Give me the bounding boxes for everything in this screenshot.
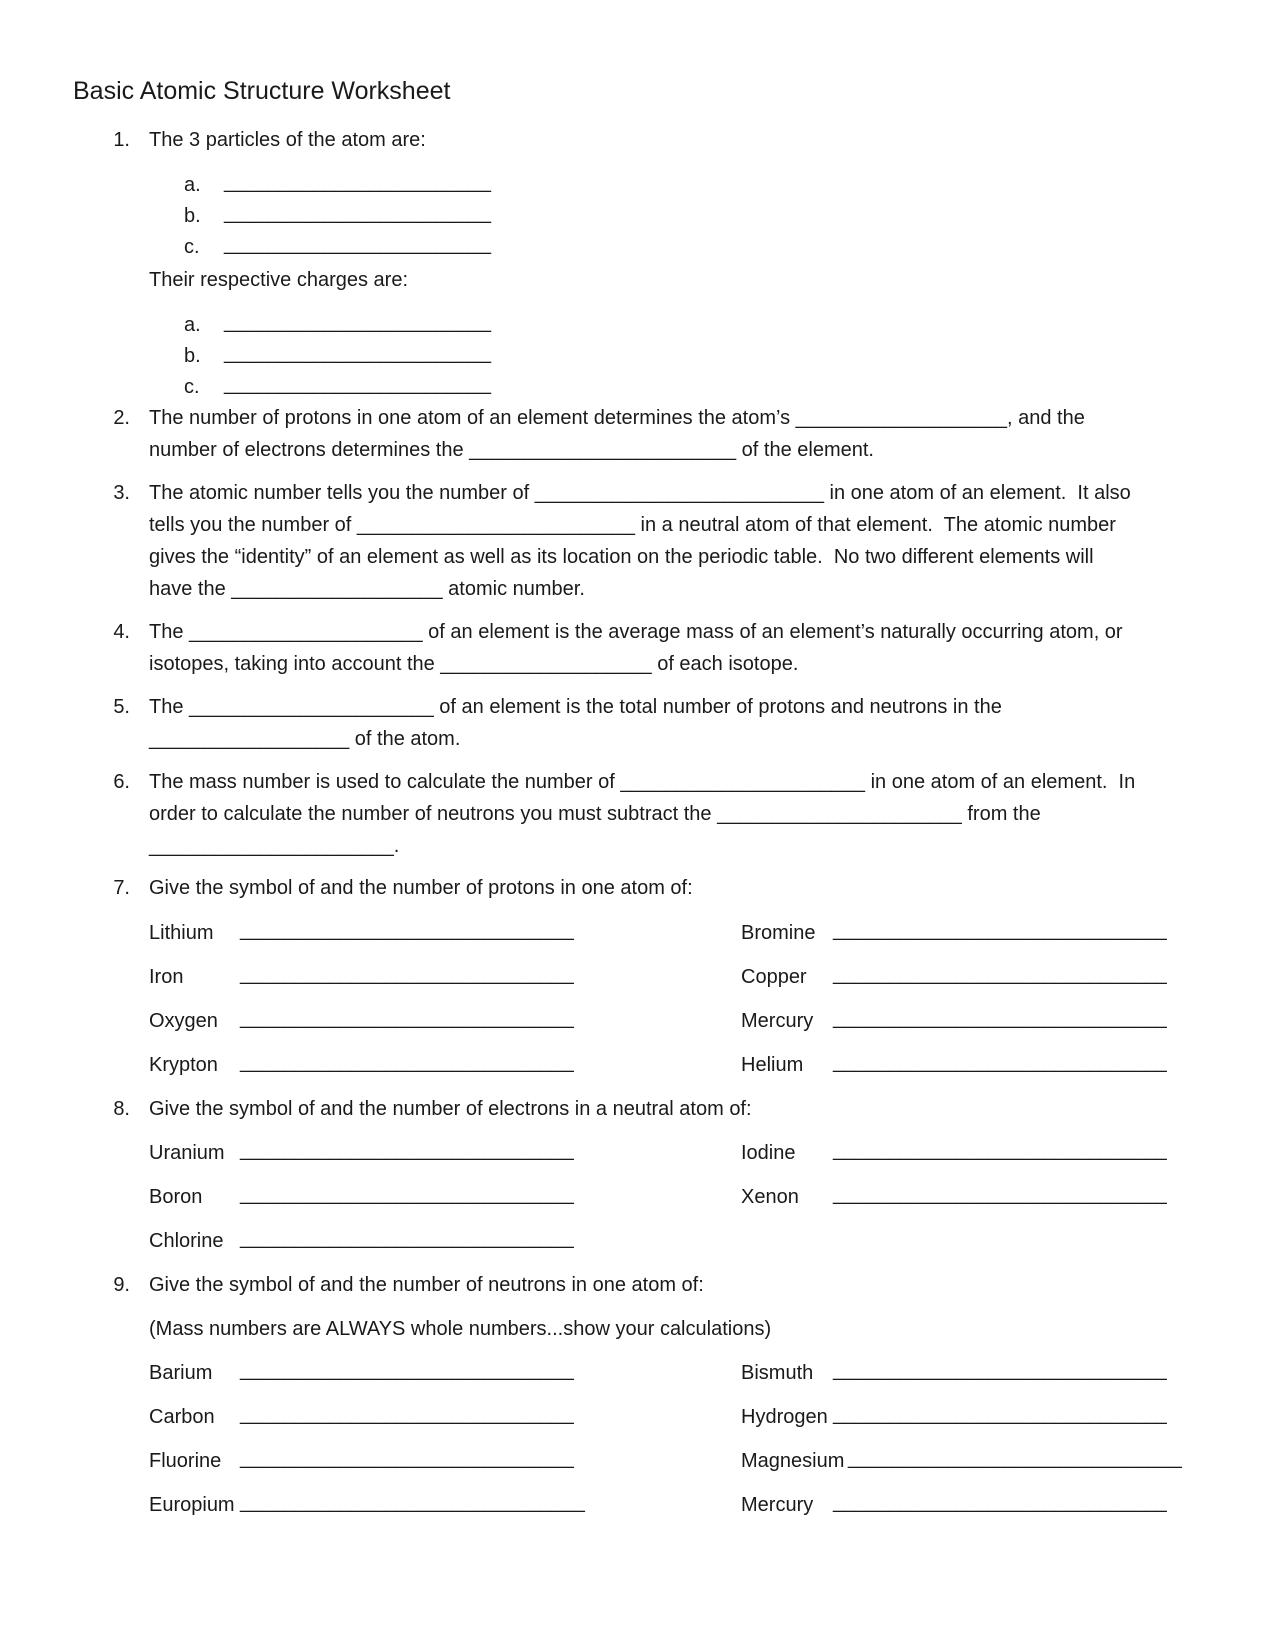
- element-name: Iron: [149, 966, 184, 988]
- list-label: b.: [184, 345, 201, 367]
- question-2-line: The number of protons in one atom of an element determines the atom’s ___________________, and the: [149, 407, 1085, 429]
- answer-blank[interactable]: ______________________________: [240, 1139, 574, 1161]
- question-5-line: __________________ of the atom.: [149, 728, 461, 750]
- answer-blank[interactable]: ______________________________: [833, 1051, 1167, 1073]
- answer-blank[interactable]: ______________________________: [240, 1183, 574, 1205]
- question-number: 8.: [113, 1098, 130, 1120]
- question-number: 6.: [113, 771, 130, 793]
- question-number: 4.: [113, 621, 130, 643]
- answer-blank[interactable]: ______________________________: [833, 1491, 1167, 1513]
- element-name: Magnesium: [741, 1450, 845, 1472]
- element-name: Carbon: [149, 1406, 215, 1428]
- question-2-line: number of electrons determines the ________________________ of the element.: [149, 439, 874, 461]
- question-number: 1.: [113, 129, 130, 151]
- answer-blank[interactable]: ________________________: [224, 373, 491, 395]
- answer-blank[interactable]: ______________________________: [833, 1183, 1167, 1205]
- element-name: Fluorine: [149, 1450, 222, 1472]
- question-5-line: The ______________________ of an element is the total number of protons and neutrons in the: [149, 696, 1002, 718]
- element-name: Chlorine: [149, 1230, 224, 1252]
- list-label: a.: [184, 314, 201, 336]
- question-3-line: gives the “identity” of an element as well as its location on the periodic table. No two different elements will: [149, 546, 1094, 568]
- question-1-prompt: The 3 particles of the atom are:: [149, 129, 426, 151]
- question-number: 9.: [113, 1274, 130, 1296]
- element-name: Oxygen: [149, 1010, 218, 1032]
- answer-blank[interactable]: ______________________________: [240, 963, 574, 985]
- answer-blank[interactable]: ________________________: [224, 311, 491, 333]
- answer-blank[interactable]: ______________________________: [240, 919, 574, 941]
- question-6-line: ______________________.: [149, 835, 400, 857]
- answer-blank[interactable]: ______________________________: [833, 919, 1167, 941]
- question-3-line: The atomic number tells you the number of __________________________ in one atom of an element. It also: [149, 482, 1131, 504]
- question-7-prompt: Give the symbol of and the number of protons in one atom of:: [149, 877, 693, 899]
- question-number: 2.: [113, 407, 130, 429]
- answer-blank[interactable]: ______________________________: [833, 1359, 1167, 1381]
- answer-blank[interactable]: ________________________: [224, 171, 491, 193]
- element-name: Mercury: [741, 1494, 814, 1516]
- answer-blank[interactable]: ______________________________: [833, 963, 1167, 985]
- question-4-line: The _____________________ of an element is the average mass of an element’s naturally occurring atom, or: [149, 621, 1123, 643]
- question-number: 5.: [113, 696, 130, 718]
- element-name: Barium: [149, 1362, 213, 1384]
- list-label: c.: [184, 376, 200, 398]
- question-9-prompt: Give the symbol of and the number of neutrons in one atom of:: [149, 1274, 704, 1296]
- answer-blank[interactable]: ______________________________: [833, 1403, 1167, 1425]
- answer-blank[interactable]: ______________________________: [848, 1447, 1182, 1469]
- answer-blank[interactable]: ________________________: [224, 342, 491, 364]
- element-name: Xenon: [741, 1186, 799, 1208]
- element-name: Uranium: [149, 1142, 225, 1164]
- answer-blank[interactable]: ______________________________: [240, 1447, 574, 1469]
- question-8-prompt: Give the symbol of and the number of electrons in a neutral atom of:: [149, 1098, 752, 1120]
- element-name: Krypton: [149, 1054, 218, 1076]
- element-name: Hydrogen: [741, 1406, 828, 1428]
- answer-blank[interactable]: ______________________________: [833, 1139, 1167, 1161]
- element-name: Mercury: [741, 1010, 814, 1032]
- answer-blank[interactable]: ______________________________: [833, 1007, 1167, 1029]
- question-number: 3.: [113, 482, 130, 504]
- list-label: b.: [184, 205, 201, 227]
- page-title: Basic Atomic Structure Worksheet: [73, 77, 451, 105]
- answer-blank[interactable]: ______________________________: [240, 1051, 574, 1073]
- answer-blank[interactable]: ________________________: [224, 202, 491, 224]
- answer-blank[interactable]: ______________________________: [240, 1007, 574, 1029]
- answer-blank[interactable]: ________________________: [224, 233, 491, 255]
- element-name: Lithium: [149, 922, 214, 944]
- element-name: Bismuth: [741, 1362, 814, 1384]
- question-9-note: (Mass numbers are ALWAYS whole numbers...show your calculations): [149, 1318, 772, 1340]
- question-number: 7.: [113, 877, 130, 899]
- list-label: a.: [184, 174, 201, 196]
- element-name: Helium: [741, 1054, 804, 1076]
- question-6-line: The mass number is used to calculate the number of ______________________ in one atom of an element. In: [149, 771, 1136, 793]
- question-3-line: tells you the number of _________________________ in a neutral atom of that element. The atomic number: [149, 514, 1116, 536]
- list-label: c.: [184, 236, 200, 258]
- answer-blank[interactable]: ______________________________: [240, 1227, 574, 1249]
- answer-blank[interactable]: _______________________________: [240, 1491, 585, 1513]
- question-6-line: order to calculate the number of neutrons you must subtract the ______________________ from the: [149, 803, 1041, 825]
- charges-prompt: Their respective charges are:: [149, 269, 409, 291]
- element-name: Copper: [741, 966, 807, 988]
- answer-blank[interactable]: ______________________________: [240, 1359, 574, 1381]
- element-name: Boron: [149, 1186, 203, 1208]
- element-name: Bromine: [741, 922, 816, 944]
- element-name: Europium: [149, 1494, 235, 1516]
- answer-blank[interactable]: ______________________________: [240, 1403, 574, 1425]
- question-3-line: have the ___________________ atomic number.: [149, 578, 585, 600]
- element-name: Iodine: [741, 1142, 796, 1164]
- question-4-line: isotopes, taking into account the ___________________ of each isotope.: [149, 653, 799, 675]
